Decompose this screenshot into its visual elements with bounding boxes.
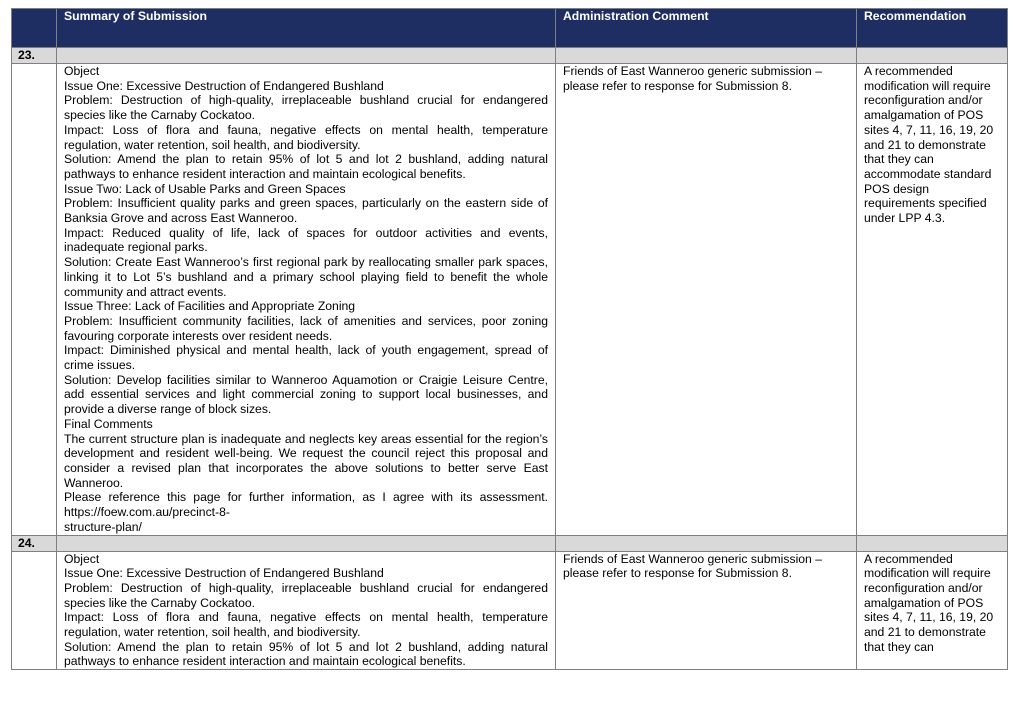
submission-number-row (12, 48, 1008, 64)
submissions-table (11, 8, 1008, 670)
admin-comment-cell: Friends of East Wanneroo generic submission – please refer to response for Submission 8. (556, 551, 857, 670)
summary-line: Object (64, 551, 100, 566)
summary-line: Solution: Create East Wanneroo’s first regional park by reallocating smaller park spaces, linking it to Lot 5’s bushland and a primary school playing field to benefit the whole community and attract events. (64, 255, 548, 299)
summary-line: structure-plan/ (64, 519, 142, 534)
summary-line: Problem: Insufficient community facilities, lack of amenities and services, poor zoning favouring corporate interests over resident needs. (64, 313, 548, 343)
summary-line: Solution: Develop facilities similar to Wanneroo Aquamotion or Craigie Leisure Centre, add essential services and light commercial zoning to support local businesses, and provide a diverse range of block sizes. (64, 372, 548, 417)
summary-line: Impact: Loss of flora and fauna, negative effects on mental health, temperature regulation, water retention, soil health, and biodiversity. (64, 122, 548, 152)
header-summary: Summary of Submission (57, 9, 556, 48)
submission-row (12, 64, 1008, 536)
summary-cell (57, 551, 556, 670)
header-recommendation: Recommendation (857, 9, 1008, 48)
summary-line: Impact: Loss of flora and fauna, negative effects on mental health, temperature regulation, water retention, soil health, and biodiversity. (64, 610, 548, 640)
submission-number: 23. (12, 48, 57, 64)
summary-line: Impact: Diminished physical and mental health, lack of youth engagement, spread of crime issues. (64, 343, 548, 373)
submission-number: 24. (12, 535, 57, 551)
summary-line: Please reference this page for further information, as I agree with its assessment. https://foew.com.au/precinct-8- (64, 490, 548, 520)
summary-line: Issue Two: Lack of Usable Parks and Green Spaces (64, 181, 346, 196)
summary-cell (57, 64, 556, 536)
submission-row (12, 551, 1008, 670)
summary-line: Impact: Reduced quality of life, lack of spaces for outdoor activities and events, inadequate regional parks. (64, 225, 548, 255)
summary-line: Solution: Amend the plan to retain 95% of lot 5 and lot 2 bushland, adding natural pathways to enhance resident interaction and maintain ecological benefits. (64, 152, 548, 181)
summary-line: The current structure plan is inadequate and neglects key areas essential for the region’s development and resident well-being. We request the council reject this proposal and consider a revised plan that incorporates the above solutions to better serve East Wanneroo. (64, 431, 548, 490)
submission-number-row (12, 535, 1008, 551)
recommendation-cell: A recommended modification will require reconfiguration and/or amalgamation of POS sites 4, 7, 11, 16, 19, 20 and 21 to demonstrate that they can accommodate standard POS design requirements specified under LPP 4.3. (857, 64, 1008, 536)
header-admin-comment: Administration Comment (556, 9, 857, 48)
recommendation-cell: A recommended modification will require reconfiguration and/or amalgamation of POS sites 4, 7, 11, 16, 19, 20 and 21 to demonstrate that they can (857, 551, 1008, 670)
header-number (12, 9, 57, 48)
header-row (12, 9, 1008, 48)
summary-line: Final Comments (64, 416, 153, 431)
summary-line: Problem: Insufficient quality parks and green spaces, particularly on the eastern side of Banksia Grove and across East Wanneroo. (64, 196, 548, 226)
summary-line: Issue One: Excessive Destruction of Endangered Bushland (64, 78, 384, 93)
admin-comment-cell: Friends of East Wanneroo generic submission – please refer to response for Submission 8. (556, 64, 857, 536)
summary-line: Issue One: Excessive Destruction of Endangered Bushland (64, 566, 384, 581)
summary-line: Solution: Amend the plan to retain 95% of lot 5 and lot 2 bushland, adding natural pathways to enhance resident interaction and maintain ecological benefits. (64, 639, 548, 669)
summary-line: Issue Three: Lack of Facilities and Appropriate Zoning (64, 299, 356, 314)
summary-line: Object (64, 64, 100, 78)
summary-line: Problem: Destruction of high-quality, irreplaceable bushland crucial for endangered species like the Carnaby Cockatoo. (64, 580, 548, 610)
summary-line: Problem: Destruction of high-quality, irreplaceable bushland crucial for endangered species like the Carnaby Cockatoo. (64, 93, 548, 123)
